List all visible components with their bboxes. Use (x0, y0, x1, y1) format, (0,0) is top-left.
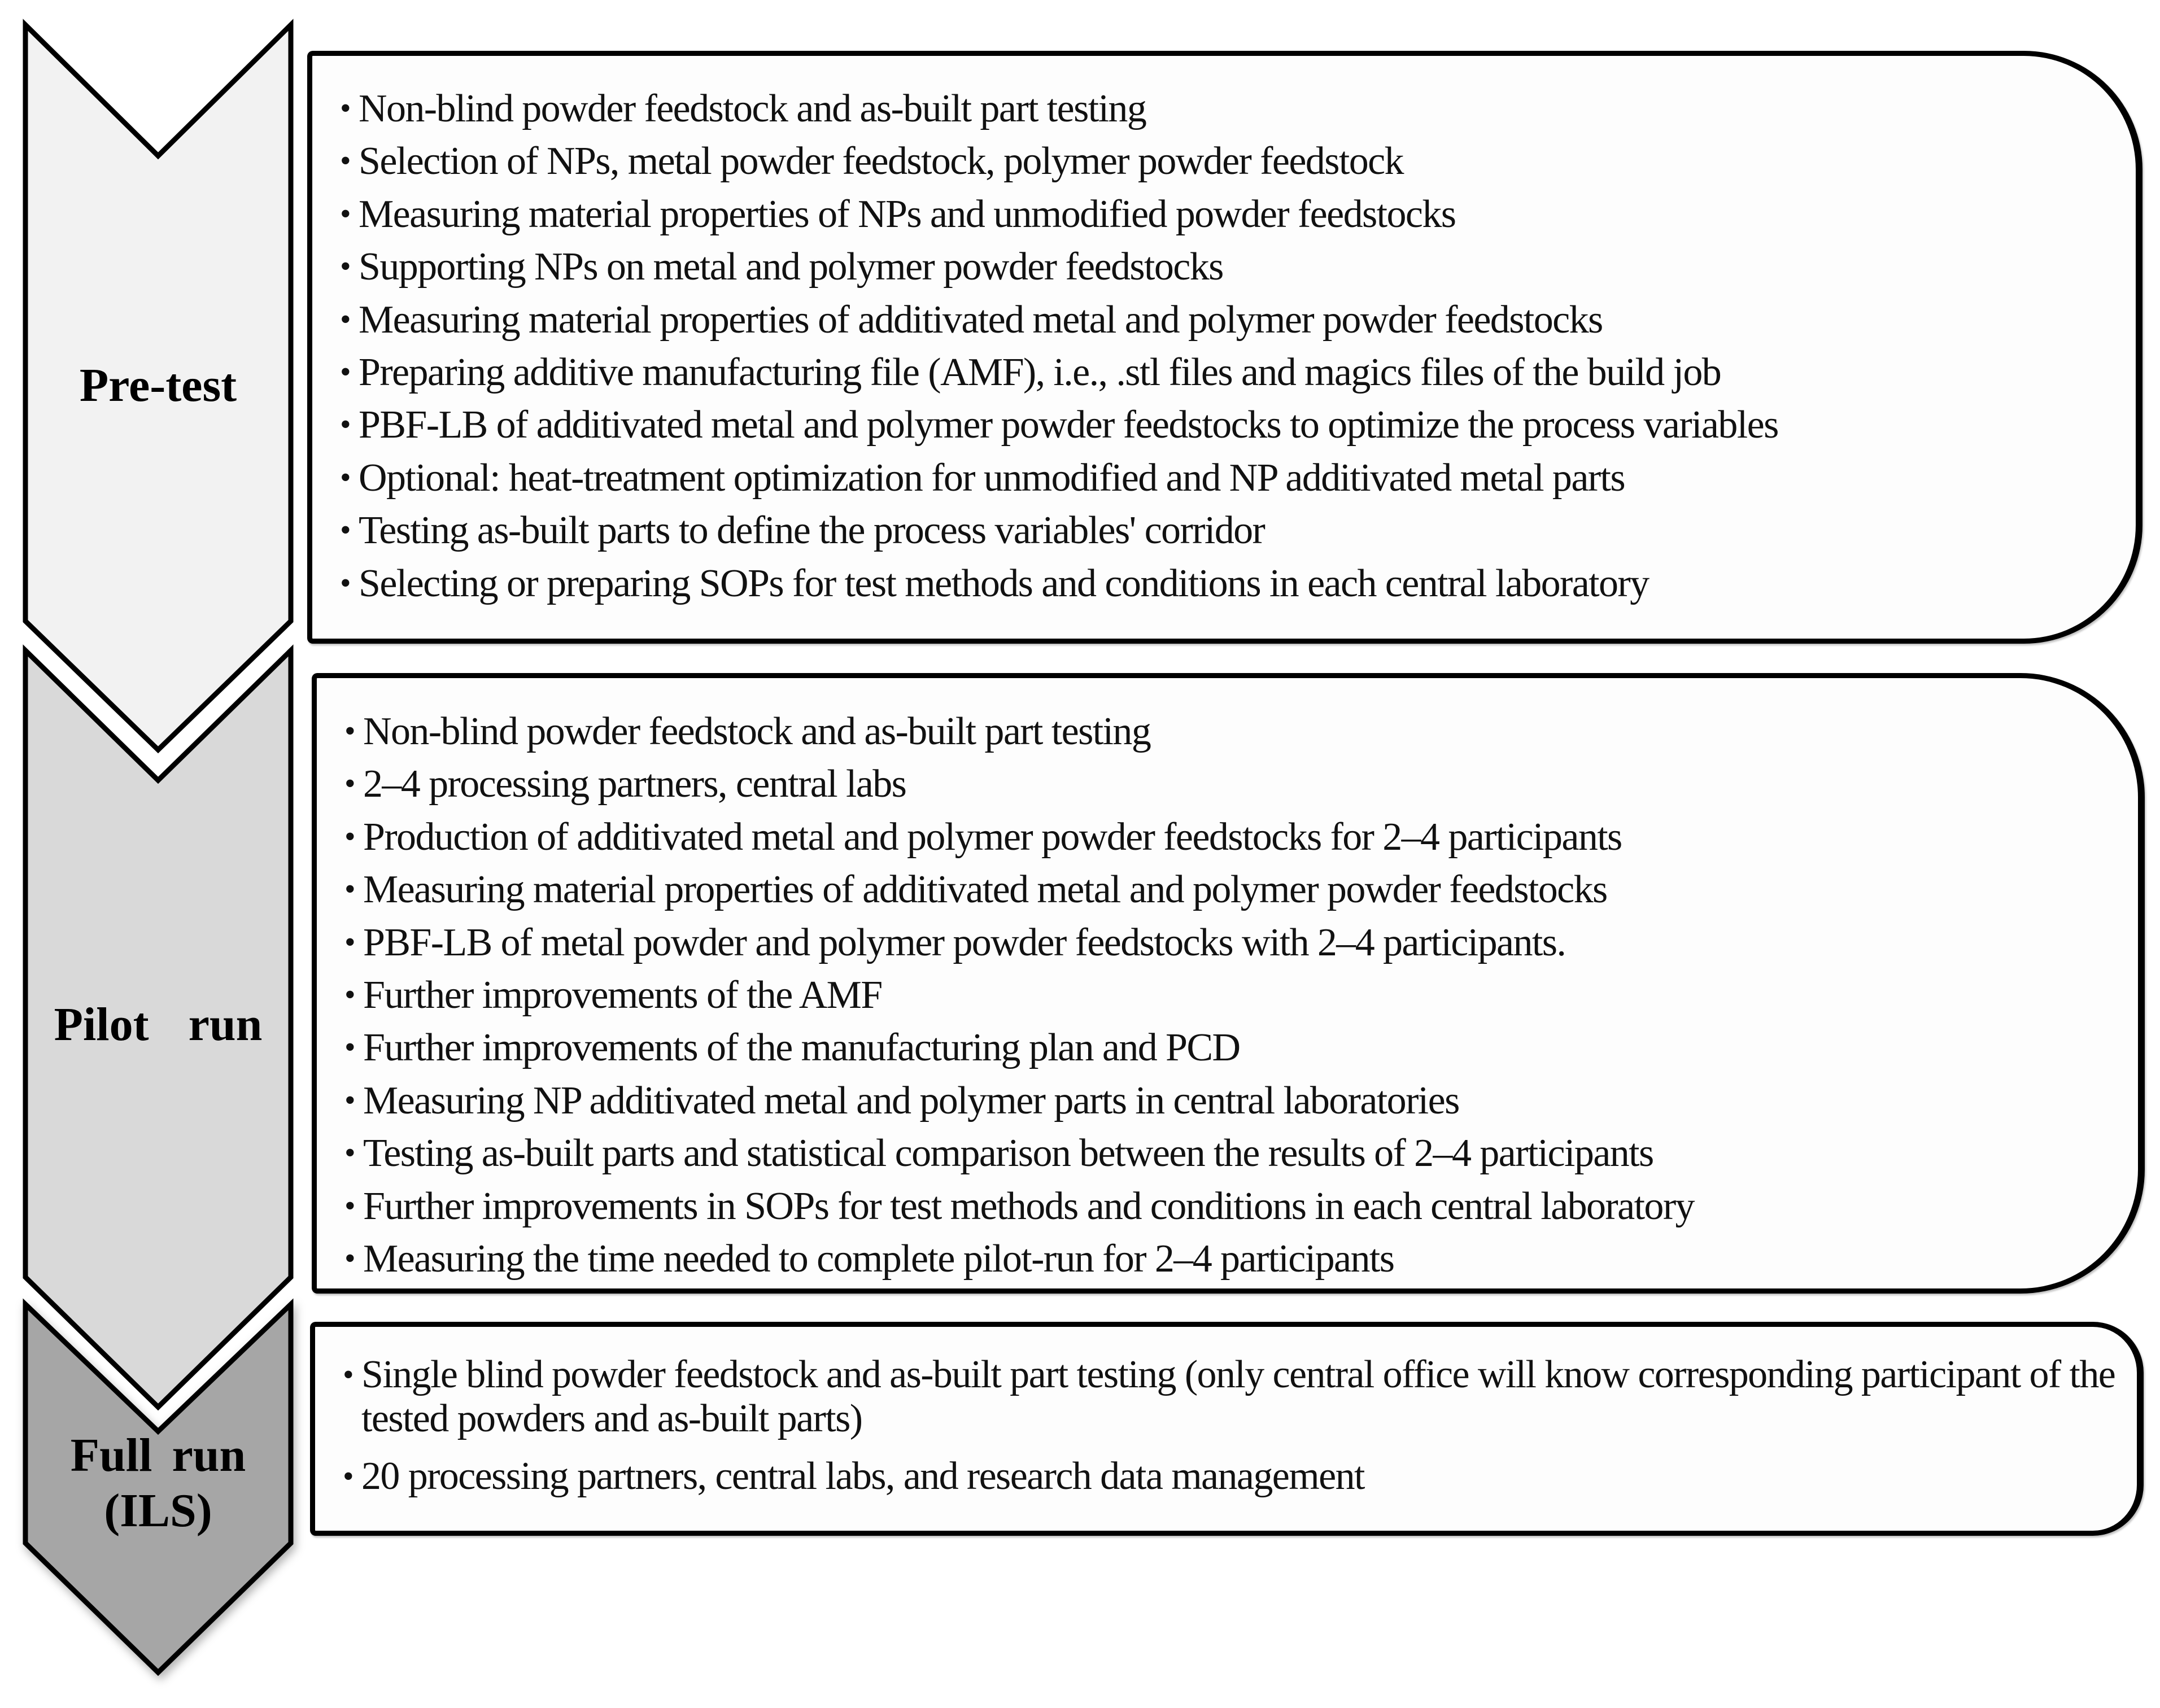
bullet-icon: • (342, 1459, 353, 1494)
pretest-activities-box (307, 51, 2142, 644)
activity-item (339, 1233, 2121, 1285)
activity-item (335, 82, 2119, 135)
activity-item (335, 452, 2119, 504)
activity-text: Further improvements of the manufacturing plan and PCD (363, 1026, 1240, 1070)
bullet-icon: • (344, 1135, 355, 1171)
bullet-icon: • (339, 143, 350, 179)
bullet-icon: • (344, 766, 355, 802)
bullet-icon: • (339, 407, 350, 443)
bullet-icon: • (339, 565, 350, 601)
activity-item (335, 135, 2119, 187)
activity-item (339, 1180, 2121, 1233)
activity-text: Measuring material properties of additivated metal and polymer powder feedstocks (363, 868, 1607, 912)
activity-item (339, 1127, 2121, 1180)
activity-text: Production of additivated metal and polymer powder feedstocks for 2–4 participants (363, 815, 1622, 859)
activity-text: Testing as-built parts and statistical comparison between the results of 2–4 participants (363, 1132, 1653, 1176)
activity-text: 20 processing partners, central labs, and research data management (361, 1454, 1364, 1498)
activity-item (335, 188, 2119, 241)
bullet-icon: • (344, 714, 355, 749)
activity-text: Preparing additive manufacturing file (AMF), i.e., .stl files and magics files of the build job (359, 351, 1721, 395)
activity-item (338, 1454, 2120, 1499)
activity-text: Measuring material properties of additivated metal and polymer powder feedstocks (359, 298, 1603, 342)
activity-text: Supporting NPs on metal and polymer powder feedstocks (359, 245, 1223, 289)
activity-item (335, 557, 2119, 610)
activity-text: Single blind powder feedstock and as-built part testing (only central office will know corresponding participant of the tested powders and as-built parts) (361, 1353, 2115, 1440)
bullet-icon: • (339, 196, 350, 231)
bullet-icon: • (339, 355, 350, 390)
bullet-icon: • (344, 819, 355, 854)
bullet-icon: • (339, 249, 350, 285)
activity-item (339, 969, 2121, 1021)
bullet-icon: • (339, 302, 350, 337)
activity-item (339, 1021, 2121, 1074)
bullet-icon: • (344, 1030, 355, 1065)
activity-text: Measuring material properties of NPs and unmodified powder feedstocks (359, 192, 1456, 236)
activity-text: Selection of NPs, metal powder feedstock, polymer powder feedstock (359, 139, 1403, 184)
activity-text: PBF-LB of additivated metal and polymer powder feedstocks to optimize the process variables (359, 403, 1778, 447)
stage-label-full-run-ils: (ILS) (104, 1484, 212, 1537)
activity-text: Selecting or preparing SOPs for test methods and conditions in each central laboratory (359, 561, 1649, 605)
activity-item (339, 758, 2121, 810)
activity-item (335, 399, 2119, 451)
pretest-activity-list (335, 82, 2119, 610)
bullet-icon: • (344, 1082, 355, 1118)
activity-text: Non-blind powder feedstock and as-built part testing (363, 710, 1151, 753)
bullet-icon: • (344, 872, 355, 907)
activity-item (338, 1353, 2120, 1454)
full-run-activities-box (310, 1322, 2144, 1536)
full-run-activity-list (338, 1353, 2120, 1499)
activity-item (335, 346, 2119, 399)
activity-item (339, 916, 2121, 969)
activity-text: Testing as-built parts to define the process variables' corridor (359, 509, 1265, 553)
activity-item (339, 705, 2121, 758)
bullet-icon: • (344, 924, 355, 960)
activity-text: 2–4 processing partners, central labs (363, 762, 906, 806)
bullet-icon: • (339, 513, 350, 548)
pilot-run-activity-list (339, 705, 2121, 1285)
activity-item (335, 241, 2119, 293)
activity-item (339, 863, 2121, 916)
activity-item (335, 504, 2119, 557)
activity-item (339, 811, 2121, 863)
activity-text: PBF-LB of metal powder and polymer powder feedstocks with 2–4 participants. (363, 920, 1566, 964)
activity-text: Measuring the time needed to complete pilot-run for 2–4 participants (363, 1237, 1394, 1281)
activity-text: Further improvements of the AMF (363, 973, 882, 1017)
activity-text: Optional: heat-treatment optimization for unmodified and NP additivated metal parts (359, 456, 1625, 500)
activity-item (339, 1074, 2121, 1127)
bullet-icon: • (344, 1188, 355, 1224)
stage-label-full-run: Full run (70, 1429, 246, 1482)
bullet-icon: • (344, 977, 355, 1013)
pilot-run-activities-box (312, 673, 2145, 1294)
activity-text: Measuring NP additivated metal and polymer parts in central laboratories (363, 1078, 1459, 1122)
bullet-icon: • (344, 1241, 355, 1277)
bullet-icon: • (339, 460, 350, 495)
bullet-icon: • (342, 1357, 353, 1392)
stage-label-pretest: Pre-test (79, 359, 237, 412)
activity-text: Non-blind powder feedstock and as-built part testing (359, 87, 1146, 130)
activity-text: Further improvements in SOPs for test methods and conditions in each central laboratory (363, 1184, 1694, 1228)
bullet-icon: • (339, 91, 350, 126)
activity-item (335, 294, 2119, 346)
stage-label-pilot-run: Pilot run (54, 998, 263, 1051)
